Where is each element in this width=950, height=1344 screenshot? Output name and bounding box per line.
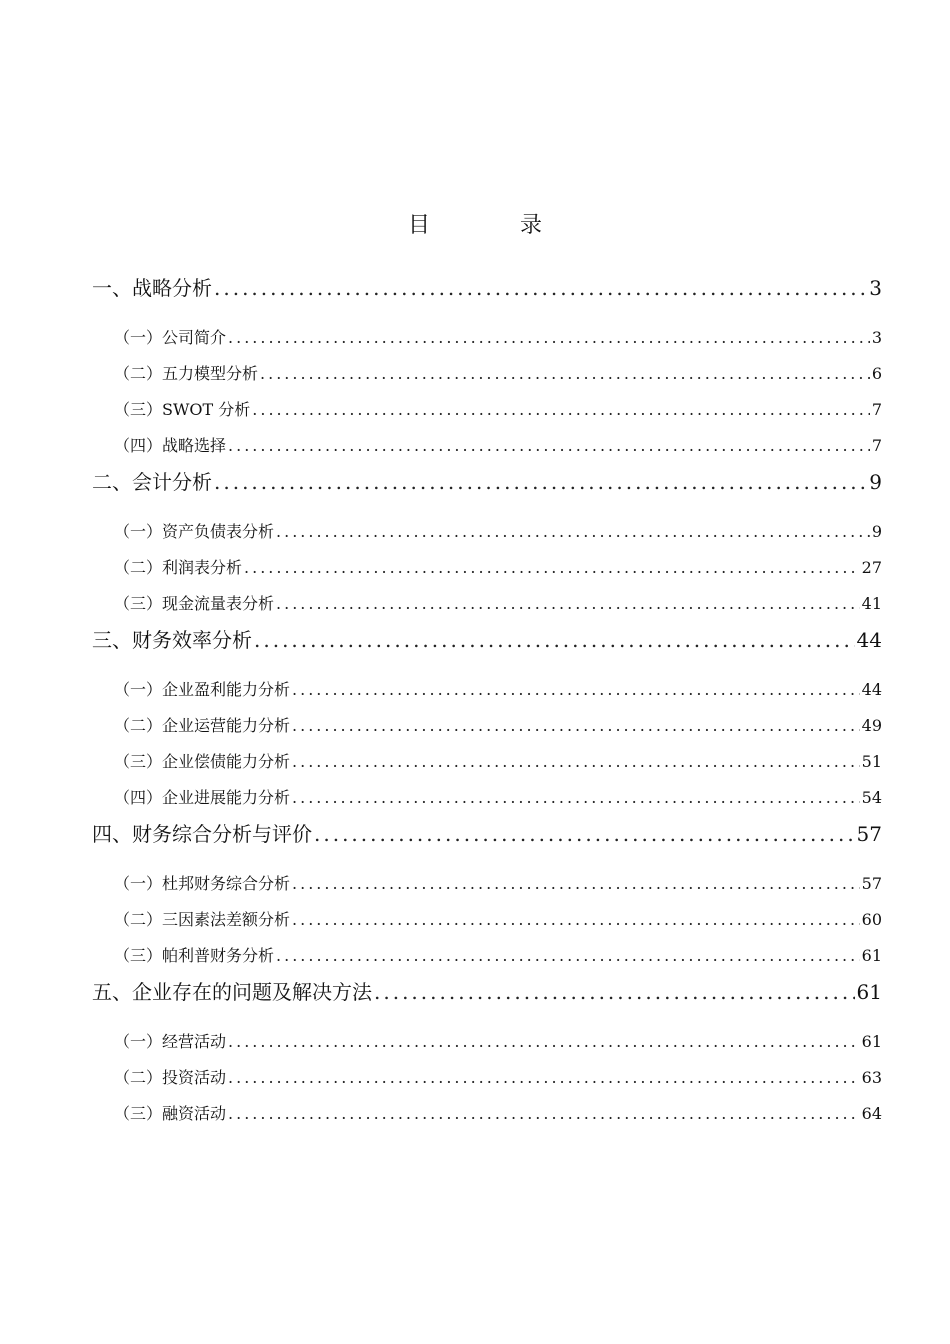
toc-leader-dots [228, 320, 870, 356]
toc-section[interactable] [92, 1024, 882, 1060]
toc-leader-dots [314, 816, 855, 852]
toc-page-number: 54 [861, 788, 882, 807]
toc-page-number: 61 [861, 1032, 882, 1051]
title-right-char: 录 [520, 213, 543, 238]
toc-leader-dots [260, 356, 870, 392]
toc-page-number: 44 [861, 680, 882, 699]
toc-section[interactable] [92, 938, 882, 974]
toc-page-number: 60 [861, 910, 882, 929]
page-title [0, 208, 950, 239]
toc-leader-dots [292, 902, 860, 938]
toc-section[interactable] [92, 866, 882, 902]
toc-section-label: （三）融资活动 [114, 1104, 227, 1123]
toc-page-number: 3 [869, 276, 882, 300]
toc-section[interactable] [92, 586, 882, 622]
toc-leader-dots [374, 974, 855, 1010]
toc-chapter-1[interactable] [92, 270, 882, 306]
toc-leader-dots [292, 708, 860, 744]
toc-leader-dots [292, 866, 860, 902]
toc-chapter-label: 四、财务综合分析与评价 [92, 822, 312, 846]
toc-chapter-3[interactable] [92, 622, 882, 658]
toc-leader-dots [292, 780, 860, 816]
toc-chapter-label: 五、企业存在的问题及解决方法 [92, 980, 372, 1004]
toc-page-number: 9 [869, 470, 882, 494]
toc-page-number: 7 [871, 400, 882, 419]
toc-section[interactable] [92, 428, 882, 464]
title-left-char: 目 [407, 213, 430, 238]
toc-leader-dots [214, 270, 867, 306]
toc-chapter-label: 三、财务效率分析 [92, 628, 252, 652]
toc-page-number: 51 [861, 752, 882, 771]
toc-section-label: （三）现金流量表分析 [114, 594, 275, 613]
toc-section[interactable] [92, 320, 882, 356]
toc-page-number: 49 [861, 716, 882, 735]
toc-leader-dots [276, 938, 860, 974]
toc-leader-dots [292, 672, 860, 708]
toc-leader-dots [276, 586, 860, 622]
toc-section-label: （一）公司简介 [114, 328, 227, 347]
toc-section-label: （一）企业盈利能力分析 [114, 680, 291, 699]
toc-page-number: 7 [871, 436, 882, 455]
toc-section-label: （一）经营活动 [114, 1032, 227, 1051]
toc-page-number: 64 [861, 1104, 882, 1123]
toc-section-label: （二）投资活动 [114, 1068, 227, 1087]
toc-page-number: 9 [871, 522, 882, 541]
toc-section[interactable] [92, 550, 882, 586]
toc-section-label: （二）三因素法差额分析 [114, 910, 291, 929]
toc-page-number: 63 [861, 1068, 882, 1087]
toc-page-number: 61 [856, 980, 882, 1004]
toc-leader-dots [244, 550, 860, 586]
toc-section-label: （三）企业偿债能力分析 [114, 752, 291, 771]
toc-section[interactable] [92, 780, 882, 816]
toc-section-label: （二）企业运营能力分析 [114, 716, 291, 735]
toc-leader-dots [228, 1096, 860, 1132]
table-of-contents [92, 270, 882, 1132]
toc-leader-dots [228, 1060, 860, 1096]
toc-page-number: 27 [861, 558, 882, 577]
toc-section-label: （三）帕利普财务分析 [114, 946, 275, 965]
toc-chapter-5[interactable] [92, 974, 882, 1010]
toc-section-label: （四）战略选择 [114, 436, 227, 455]
toc-section[interactable] [92, 744, 882, 780]
toc-leader-dots [252, 392, 870, 428]
toc-leader-dots [228, 1024, 860, 1060]
toc-section-label: （二）利润表分析 [114, 558, 243, 577]
toc-page-number: 57 [861, 874, 882, 893]
toc-chapter-label: 一、战略分析 [92, 276, 212, 300]
toc-section[interactable] [92, 708, 882, 744]
toc-leader-dots [228, 428, 870, 464]
toc-section[interactable] [92, 356, 882, 392]
toc-leader-dots [214, 464, 867, 500]
toc-page-number: 57 [856, 822, 882, 846]
toc-section-label: （一）杜邦财务综合分析 [114, 874, 291, 893]
toc-section-label: （三）SWOT 分析 [114, 400, 251, 419]
toc-section[interactable] [92, 1060, 882, 1096]
toc-page-number: 3 [871, 328, 882, 347]
toc-section[interactable] [92, 902, 882, 938]
toc-section-label: （一）资产负债表分析 [114, 522, 275, 541]
toc-chapter-label: 二、会计分析 [92, 470, 212, 494]
toc-page-number: 41 [861, 594, 882, 613]
toc-leader-dots [292, 744, 860, 780]
toc-leader-dots [254, 622, 855, 658]
toc-section-label: （二）五力模型分析 [114, 364, 259, 383]
toc-section[interactable] [92, 392, 882, 428]
toc-chapter-4[interactable] [92, 816, 882, 852]
toc-section-label: （四）企业进展能力分析 [114, 788, 291, 807]
toc-section[interactable] [92, 672, 882, 708]
toc-page-number: 6 [871, 364, 882, 383]
toc-chapter-2[interactable] [92, 464, 882, 500]
toc-page-number: 44 [856, 628, 882, 652]
toc-page-number: 61 [861, 946, 882, 965]
toc-leader-dots [276, 514, 870, 550]
toc-section[interactable] [92, 1096, 882, 1132]
toc-section[interactable] [92, 514, 882, 550]
